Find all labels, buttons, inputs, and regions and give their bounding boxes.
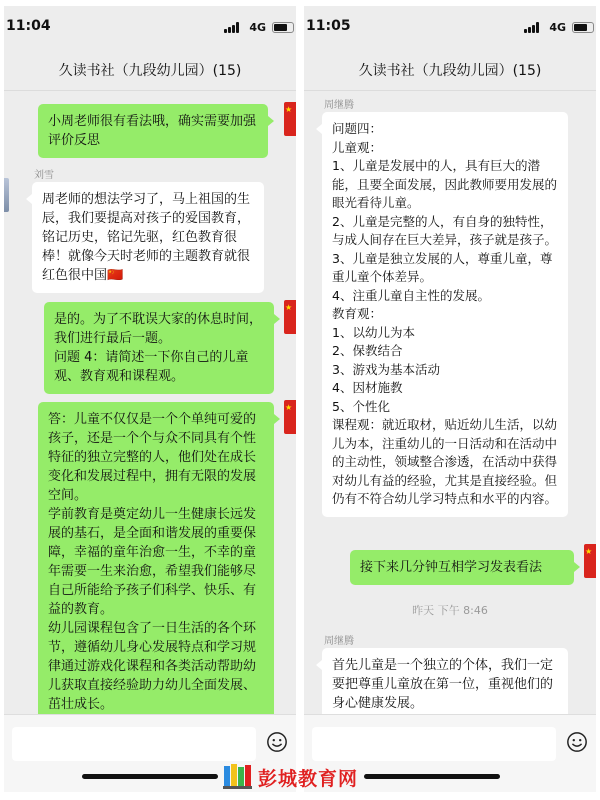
signal-bars-icon [224, 22, 240, 33]
avatar[interactable] [284, 300, 296, 334]
message-bubble[interactable]: 接下来几分钟互相学习发表看法 [350, 550, 574, 585]
smiley-icon[interactable] [566, 731, 588, 753]
watermark-text: 彭城教育网 [258, 768, 359, 790]
signal-bars-icon [524, 22, 540, 33]
status-bar [304, 6, 596, 36]
message-input[interactable] [312, 727, 556, 761]
avatar[interactable] [284, 102, 296, 136]
network-type: 4G [549, 21, 566, 34]
status-time: 11:05 [306, 18, 351, 34]
chat-screenshot-right [304, 6, 596, 792]
books-logo-icon [222, 762, 254, 790]
message-timestamp: 昨天 下午 8:46 [412, 604, 488, 617]
network-type: 4G [249, 21, 266, 34]
battery-icon [572, 22, 594, 33]
message-bubble[interactable]: 答：儿童不仅仅是一个个单纯可爱的孩子，还是一个个与众不同具有个性特征的独立完整的人，他们处在成长变化和发展过程中，拥有无限的发展空间。 学前教育是奠定幼儿一生健康长远发展的基石，是全面和谐发展的重要保障，幸福的童年治愈一生，不幸的童年需要一生来治愈，希望我们能够尽自己所能给予孩子们科学、快乐、有益的教育。 幼儿园课程包含了一日生活的各个环节，遵循幼儿身心发展特点和学习规律通过游戏化课程和各类活动帮助幼儿获取直接经验助力幼儿全面发展、茁壮成长。 [38, 402, 274, 722]
message-input[interactable] [12, 727, 256, 761]
chat-title[interactable]: 久读书社（九段幼儿园）(15) [58, 63, 242, 79]
smiley-icon[interactable] [266, 731, 288, 753]
chat-title[interactable]: 久读书社（九段幼儿园）(15) [358, 63, 542, 79]
sender-name: 刘雪 [34, 170, 54, 181]
chat-screenshot-left [4, 6, 296, 792]
message-bubble[interactable]: 周老师的想法学习了，马上祖国的生辰，我们要提高对孩子的爱国教育，铭记历史，铭记先驱，红色教育很棒！就像今天时老师的主题教育就很红色很中国🇨🇳 [32, 182, 264, 293]
sender-name: 周继腾 [324, 100, 354, 111]
home-indicator[interactable] [82, 774, 218, 779]
avatar[interactable] [584, 544, 596, 578]
message-bubble[interactable]: 小周老师很有看法哦，确实需要加强评价反思 [38, 104, 268, 158]
sender-name: 周继腾 [324, 636, 354, 647]
message-bubble[interactable]: 问题四： 儿童观： 1、儿童是发展中的人，具有巨大的潜能，且要全面发展，因此教师要用发展的眼光看待儿童。 2、儿童是完整的人，有自身的独特性，与成人间存在巨大差异，孩子就是孩子。 3、儿童是独立发展的人，尊重儿童，尊重儿童个体差异。 4、注重儿童自主性的发展。 教育观： 1、以幼儿为本 2、保教结合 3、游戏为基本活动 4、因材施教 5、个性化 课程观：就近取材，贴近幼儿生活，以幼儿为本，注重幼儿的一日活动和在活动中的主动性，领域整合渗透，在活动中获得对幼儿有益的经验，尤其是直接经验。但仍有不符合幼儿学习特点和水平的内容。 [322, 112, 568, 517]
message-bubble[interactable]: 是的。为了不耽误大家的休息时间，我们进行最后一题。 问题 4：请简述一下你自己的儿童观、教育观和课程观。 [44, 302, 274, 394]
avatar[interactable] [284, 400, 296, 434]
battery-icon [272, 22, 294, 33]
header-divider [304, 90, 596, 91]
avatar[interactable] [4, 178, 9, 212]
site-watermark [218, 760, 378, 792]
status-time: 11:04 [6, 18, 51, 34]
message-bubble[interactable]: 首先儿童是一个独立的个体，我们一定要把尊重儿童放在第一位，重视他们的身心健康发展。 [322, 648, 568, 721]
home-indicator[interactable] [364, 774, 500, 779]
status-bar [4, 6, 296, 36]
header-divider [4, 90, 296, 91]
